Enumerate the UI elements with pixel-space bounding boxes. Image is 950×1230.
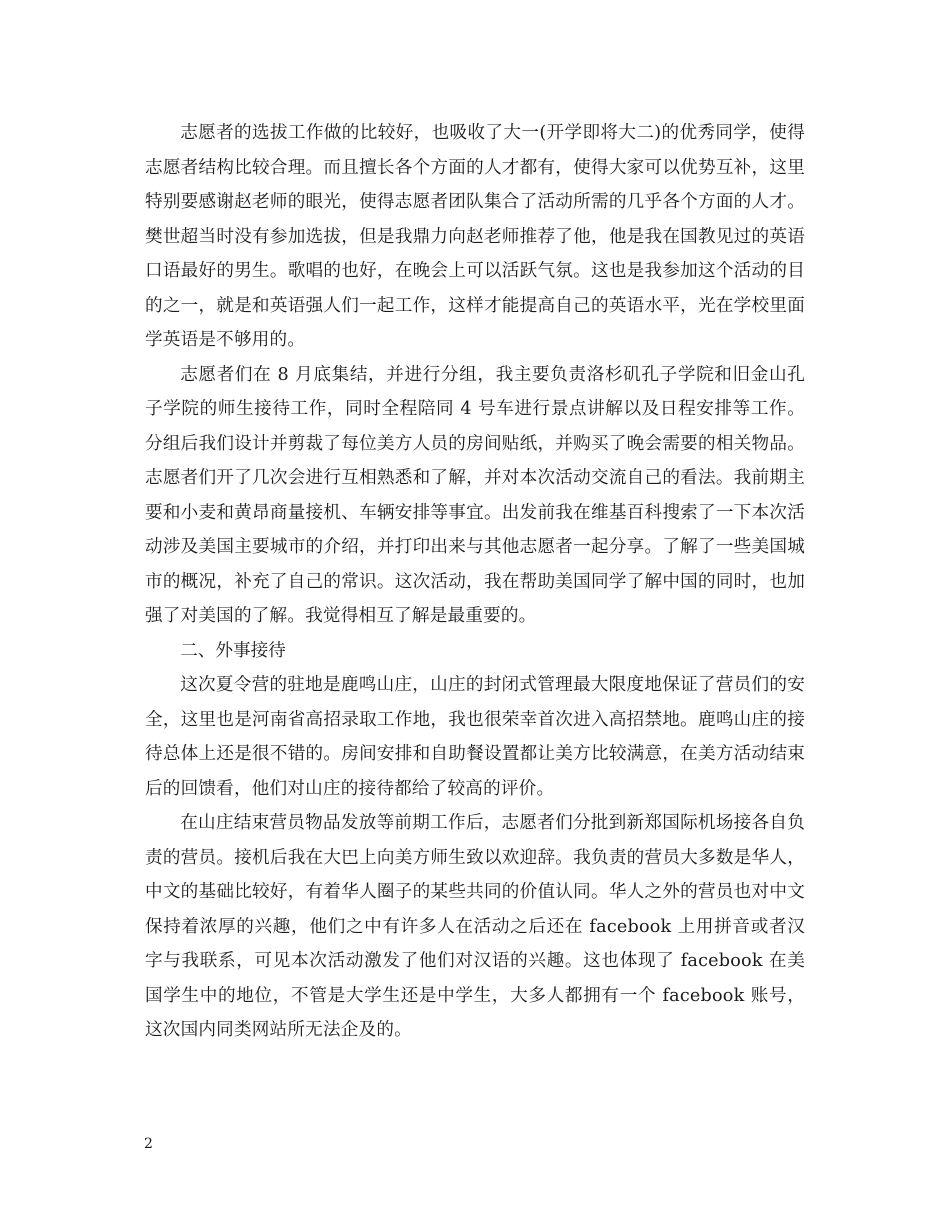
paragraph-airport-pickup: 在山庄结束营员物品发放等前期工作后，志愿者们分批到新郑国际机场接各自负责的营员。接机后我在大巴上向美方师生致以欢迎辞。我负责的营员大多数是华人，中文的基础比较好，有着华人圈子的某些共同的价值认同。华人之外的营员也对中文保持着浓厚的兴趣，他们之中有许多人在活动之后还在 facebook 上用拼音或者汉字与我联系，可见本次活动激发了他们对汉语的兴趣。这也体现了 facebook 在美国学生中的地位，不管是大学生还是中学生，大多人都拥有一个 facebook 账号，这次国内同类网站所无法企及的。 — [145, 813, 805, 1040]
page-number: 2 — [144, 1136, 153, 1152]
paragraph-volunteer-assembly: 志愿者们在 8 月底集结，并进行分组，我主要负责洛杉矶孔子学院和旧金山孔子学院的师生接待工作，同时全程陪同 4 号车进行景点讲解以及日程安排等工作。分组后我们设计并剪裁了每位美方人员的房间贴纸，并购买了晚会需要的相关物品。志愿者们开了几次会进行互相熟悉和了解，并对本次活动交流自己的看法。我前期主要和小麦和黄昂商量接机、车辆安排等事宜。出发前我在维基百科搜索了一下本次活动涉及美国主要城市的介绍，并打印出来与其他志愿者一起分享。了解了一些美国城市的概况，补充了自己的常识。这次活动，我在帮助美国同学了解中国的同时，也加强了对美国的了解。我觉得相互了解是最重要的。 — [145, 364, 805, 626]
section-heading-foreign-reception: 二、外事接待 — [180, 640, 286, 661]
paragraph-volunteer-selection: 志愿者的选拔工作做的比较好，也吸收了大一(开学即将大二)的优秀同学，使得志愿者结构比较合理。而且擅长各个方面的人才都有，使得大家可以优势互补，这里特别要感谢赵老师的眼光，使得志愿者团队集合了活动所需的几乎各个方面的人才。樊世超当时没有参加选拔，但是我鼎力向赵老师推荐了他，他是我在国教见过的英语口语最好的男生。歌唱的也好，在晚会上可以活跃气氛。这也是我参加这个活动的目的之一，就是和英语强人们一起工作，这样才能提高自己的英语水平，光在学校里面学英语是不够用的。 — [145, 123, 805, 350]
document-body — [145, 116, 805, 1048]
paragraph-camp-location: 这次夏令营的驻地是鹿鸣山庄，山庄的封闭式管理最大限度地保证了营员们的安全，这里也是河南省高招录取工作地，我也很荣幸首次进入高招禁地。鹿鸣山庄的接待总体上还是很不错的。房间安排和自助餐设置都让美方比较满意，在美方活动结束后的回馈看，他们对山庄的接待都给了较高的评价。 — [145, 675, 805, 799]
